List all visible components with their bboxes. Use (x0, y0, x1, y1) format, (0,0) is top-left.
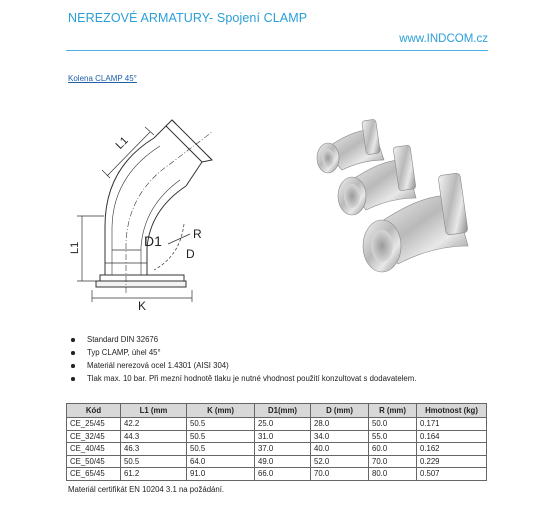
column-header: Hmotnost (kg) (417, 404, 487, 418)
label-d1: D1 (144, 233, 162, 249)
table-cell: 50.5 (187, 430, 255, 443)
table-cell: 31.0 (255, 430, 311, 443)
table-row (67, 443, 487, 456)
label-r: R (193, 227, 202, 241)
table-cell: CE_32/45 (67, 430, 121, 443)
table-cell: CE_65/45 (67, 468, 121, 481)
label-l1-side: L1 (69, 241, 81, 254)
table-row (67, 468, 487, 481)
table-cell: 28.0 (311, 418, 369, 431)
page-title: NEREZOVÉ ARMATURY- Spojení CLAMP (68, 11, 308, 25)
table-row (67, 418, 487, 431)
column-header: D1(mm) (255, 404, 311, 418)
website-link[interactable]: www.INDCOM.cz (399, 33, 488, 45)
spec-item: Tlak max. 10 bar. Při mezní hodnotě tlaku je nutné vhodnost použití konzultovat s dodavatelem. (70, 372, 416, 385)
elbow-photo-icon (302, 112, 502, 292)
header-divider (66, 50, 488, 51)
dimensions-table (66, 403, 487, 481)
table-cell: 46.3 (121, 443, 187, 456)
technical-drawing (62, 98, 252, 313)
table-row (67, 455, 487, 468)
column-header: K (mm) (187, 404, 255, 418)
table-cell: 50.5 (187, 418, 255, 431)
column-header: R (mm) (369, 404, 417, 418)
table-cell: 42.2 (121, 418, 187, 431)
table-cell: 40.0 (311, 443, 369, 456)
table-cell: 52.0 (311, 455, 369, 468)
table-cell: 0.171 (417, 418, 487, 431)
table-cell: 66.0 (255, 468, 311, 481)
table-cell: 37.0 (255, 443, 311, 456)
table-cell: 50.5 (121, 455, 187, 468)
table-cell: 70.0 (311, 468, 369, 481)
table-cell: 44.3 (121, 430, 187, 443)
table-cell: 80.0 (369, 468, 417, 481)
table-cell: 70.0 (369, 455, 417, 468)
elbow-small (317, 119, 384, 173)
spec-list (70, 333, 416, 385)
label-l1-top: L1 (113, 134, 131, 152)
column-header: D (mm) (311, 404, 369, 418)
table-cell: 60.0 (369, 443, 417, 456)
table-cell: CE_50/45 (67, 455, 121, 468)
table-cell: 25.0 (255, 418, 311, 431)
spec-item: Standard DIN 32676 (70, 333, 416, 346)
table-row (67, 430, 487, 443)
table-cell: 49.0 (255, 455, 311, 468)
table-cell: 91.0 (187, 468, 255, 481)
table-cell: 0.164 (417, 430, 487, 443)
table-cell: 50.5 (187, 443, 255, 456)
table-cell: CE_40/45 (67, 443, 121, 456)
table-cell: 61.2 (121, 468, 187, 481)
section-link[interactable]: Kolena CLAMP 45° (68, 74, 137, 83)
table-cell: 0.229 (417, 455, 487, 468)
label-d: D (186, 247, 195, 261)
table-cell: 64.0 (187, 455, 255, 468)
column-header: L1 (mm (121, 404, 187, 418)
spec-item: Materiál nerezová ocel 1.4301 (AISI 304) (70, 359, 416, 372)
table-cell: 0.162 (417, 443, 487, 456)
table-header-row (67, 404, 487, 418)
table-cell: 34.0 (311, 430, 369, 443)
label-k: K (138, 299, 147, 313)
spec-item: Typ CLAMP, úhel 45° (70, 346, 416, 359)
certificate-note: Materiál certifikát EN 10204 3.1 na požádání. (68, 485, 225, 494)
table-cell: 55.0 (369, 430, 417, 443)
table-cell: CE_25/45 (67, 418, 121, 431)
table-cell: 0.507 (417, 468, 487, 481)
table-cell: 50.0 (369, 418, 417, 431)
column-header: Kód (67, 404, 121, 418)
